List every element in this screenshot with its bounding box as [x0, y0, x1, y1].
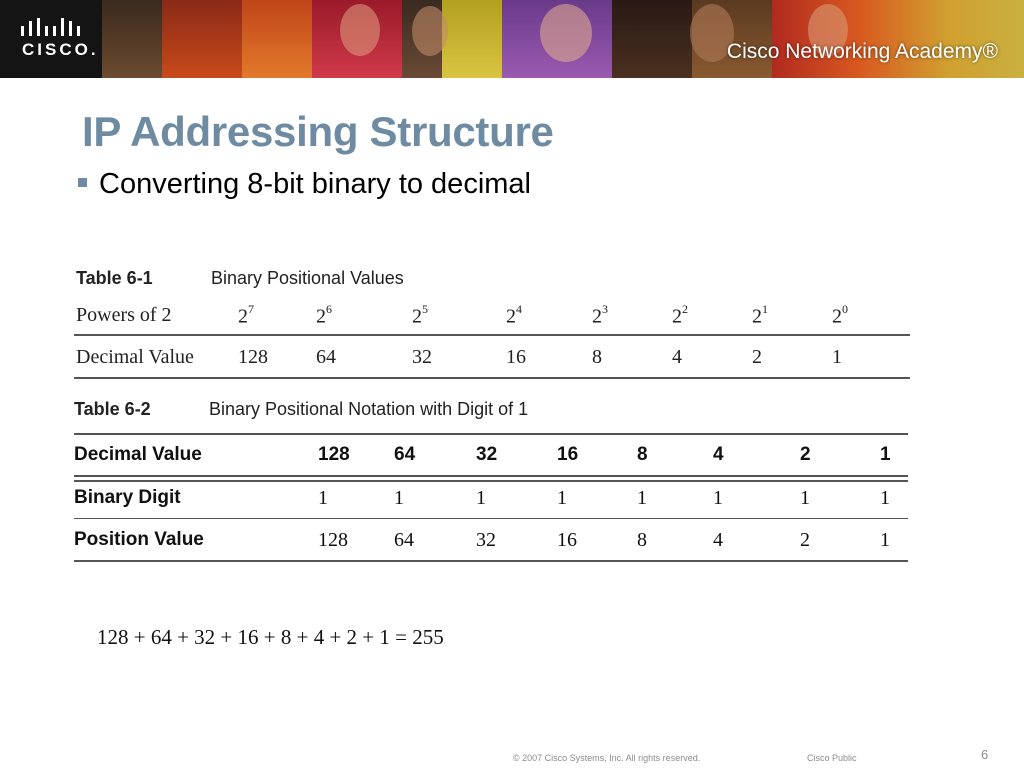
table1-divider: [74, 334, 910, 336]
power-base: 2: [412, 305, 422, 328]
binary-positional-notation-table: [74, 433, 908, 565]
position-value-cell: 1: [880, 529, 890, 551]
page-number: 6: [981, 747, 989, 762]
binary-digit-cell: 1: [880, 487, 890, 509]
table2-title: Binary Positional Notation with Digit of 1: [209, 399, 529, 419]
row-header-decimal: Decimal Value: [76, 346, 194, 368]
decimal-value-cell: 16: [557, 444, 579, 465]
power-exponent: 3: [602, 302, 608, 316]
binary-digit-cell: 1: [637, 487, 647, 509]
binary-digit-cell: 1: [394, 487, 404, 509]
power-cell: [412, 304, 428, 329]
table2-header-rule: [74, 480, 908, 482]
position-value-cell: 8: [637, 529, 647, 551]
position-value-cell: 64: [394, 529, 414, 551]
power-exponent: 2: [682, 302, 688, 316]
decimal-value-cell: 2: [800, 444, 811, 465]
decimal-value-cell: 4: [713, 444, 724, 465]
table1-label: Table 6-1: [76, 268, 153, 288]
power-exponent: 4: [516, 302, 522, 316]
decimal-cell: 8: [592, 346, 602, 368]
table2-caption: [74, 399, 529, 420]
position-value-cell: 4: [713, 529, 723, 551]
position-value-cell: 16: [557, 529, 577, 551]
power-cell: [238, 304, 254, 329]
decimal-cell: 128: [238, 346, 268, 368]
banner-face-photo: [340, 4, 380, 56]
cisco-logo-text: CISCO.: [22, 40, 99, 59]
power-base: 2: [592, 305, 602, 328]
table2-top-rule: [74, 433, 908, 435]
binary-digit-cell: 1: [800, 487, 810, 509]
row-header-binary-digit: Binary Digit: [74, 487, 181, 508]
table2-header-rule: [74, 475, 908, 477]
banner-photo-strip: [612, 0, 692, 78]
cisco-logo: [0, 0, 102, 78]
decimal-value-cell: 128: [318, 444, 350, 465]
decimal-cell: 16: [506, 346, 526, 368]
power-exponent: 7: [248, 302, 254, 316]
square-bullet-icon: [78, 178, 87, 187]
banner-photo-strip: [442, 0, 502, 78]
bullet-item: [78, 168, 531, 201]
position-value-cell: 128: [318, 529, 348, 551]
academy-wordmark: Cisco Networking Academy®: [726, 40, 998, 63]
cisco-bars-icon: [20, 18, 82, 36]
power-cell: [672, 304, 688, 329]
binary-digit-cell: 1: [476, 487, 486, 509]
power-base: 2: [752, 305, 762, 328]
banner-face-photo: [540, 4, 592, 62]
decimal-value-cell: 8: [637, 444, 648, 465]
power-cell: [752, 304, 768, 329]
row-header-position-value: Position Value: [74, 529, 204, 550]
table2-bottom-rule: [74, 560, 908, 562]
table1-caption: [76, 268, 404, 289]
decimal-cell: 2: [752, 346, 762, 368]
banner-photo-strip: [162, 0, 242, 78]
decimal-value-cell: 32: [476, 444, 498, 465]
table1-bottom-rule: [74, 377, 910, 379]
binary-positional-values-table: [74, 296, 910, 380]
power-exponent: 6: [326, 302, 332, 316]
binary-digit-cell: 1: [557, 487, 567, 509]
power-exponent: 0: [842, 302, 848, 316]
power-cell: [316, 304, 332, 329]
power-exponent: 1: [762, 302, 768, 316]
decimal-cell: 32: [412, 346, 432, 368]
power-base: 2: [832, 305, 842, 328]
position-value-cell: 2: [800, 529, 810, 551]
banner-photo-strip: [242, 0, 312, 78]
table2-label: Table 6-2: [74, 399, 151, 419]
sum-equation: 128 + 64 + 32 + 16 + 8 + 4 + 2 + 1 = 255: [97, 625, 444, 649]
decimal-cell: 4: [672, 346, 682, 368]
power-exponent: 5: [422, 302, 428, 316]
classification-label: Cisco Public: [807, 753, 857, 763]
slide-title: IP Addressing Structure: [82, 108, 554, 155]
power-base: 2: [238, 305, 248, 328]
banner-face-photo: [412, 6, 448, 56]
decimal-value-cell: 1: [880, 444, 891, 465]
decimal-cell: 1: [832, 346, 842, 368]
power-cell: [506, 304, 522, 329]
power-base: 2: [672, 305, 682, 328]
row-header-powers: Powers of 2: [76, 304, 172, 326]
binary-digit-cell: 1: [713, 487, 723, 509]
copyright-notice: © 2007 Cisco Systems, Inc. All rights reserved.: [513, 753, 701, 763]
decimal-value-cell: 64: [394, 444, 416, 465]
position-value-cell: 32: [476, 529, 496, 551]
bullet-text: Converting 8-bit binary to decimal: [99, 168, 531, 200]
table2-row-rule: [74, 518, 908, 519]
decimal-cell: 64: [316, 346, 336, 368]
table1-title: Binary Positional Values: [211, 268, 404, 288]
power-cell: [832, 304, 848, 329]
banner-photo-strip: [102, 0, 162, 78]
binary-digit-cell: 1: [318, 487, 328, 509]
row-header-decimal-value: Decimal Value: [74, 444, 202, 465]
power-cell: [592, 304, 608, 329]
power-base: 2: [506, 305, 516, 328]
header-banner: [0, 0, 1024, 78]
power-base: 2: [316, 305, 326, 328]
